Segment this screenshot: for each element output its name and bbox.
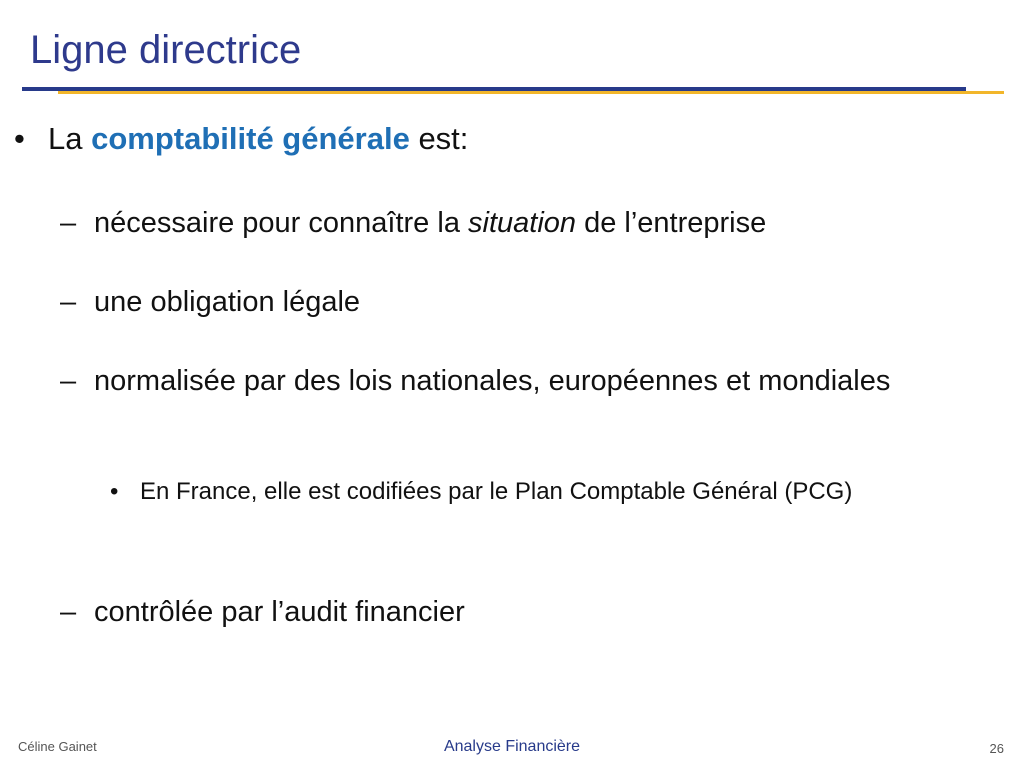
sub-item-obligation: [60, 277, 960, 327]
sub-item-text-italic: situation: [468, 207, 577, 239]
dash-glyph: –: [60, 286, 77, 318]
dash-glyph: –: [60, 207, 77, 239]
sub-item-text: [94, 198, 960, 248]
main-bullet: [14, 117, 468, 161]
dash-glyph: –: [60, 365, 77, 397]
sub-item-situation: [60, 198, 960, 248]
title-underline-gold: [58, 91, 1004, 94]
sub-sub-item-pcg: [110, 470, 970, 513]
sub-bullet-glyph: •: [110, 478, 119, 505]
sub-item-audit: [60, 587, 960, 637]
sub-item-text: une obligation légale: [94, 286, 361, 318]
sub-item-text-before: nécessaire pour connaître la: [94, 207, 468, 239]
sub-sub-item-text: En France, elle est codifiées par le Plan Comptable Général (PCG): [140, 478, 853, 505]
sub-item-text: normalisée par des lois nationales, européennes et mondiales: [94, 365, 891, 397]
sub-item-normalisee: [60, 356, 940, 406]
main-bullet-emphasis: comptabilité générale: [91, 121, 410, 156]
main-bullet-prefix: La: [48, 121, 92, 156]
bullet-glyph: •: [14, 121, 25, 156]
sub-item-text: contrôlée par l’audit financier: [94, 596, 465, 628]
footer-author: Céline Gainet: [18, 739, 97, 754]
dash-glyph: –: [60, 596, 77, 628]
footer-page-number: 26: [989, 741, 1004, 756]
main-bullet-suffix: est:: [409, 121, 469, 156]
slide-title: Ligne directrice: [30, 28, 302, 72]
sub-item-text-after: de l’entreprise: [576, 207, 767, 239]
footer-course-title: Analyse Financière: [443, 738, 581, 755]
